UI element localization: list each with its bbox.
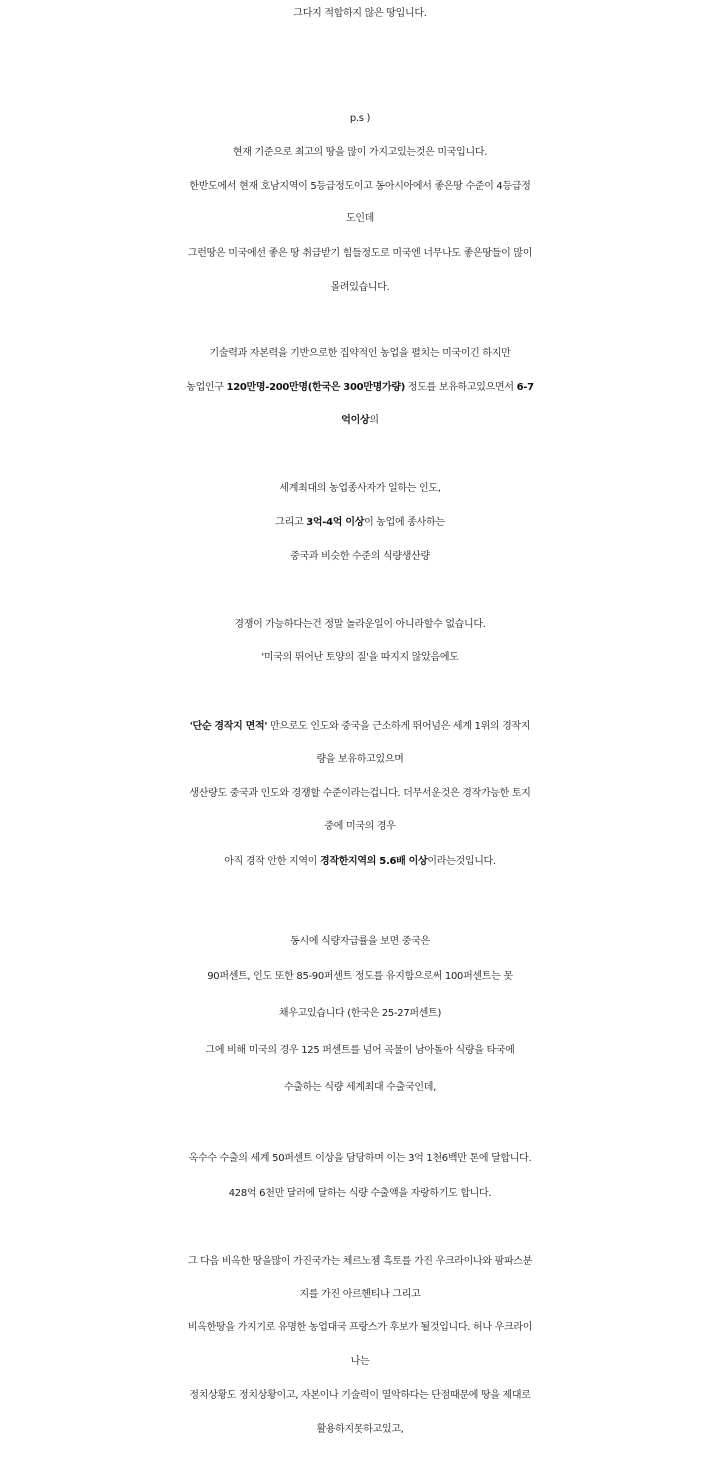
- text-line: '미국의 뛰어난 토양의 질'을 따지지 않았음에도: [261, 652, 459, 663]
- text-line: 그런땅은 미국에선 좋은 땅 취급받기 힘들정도로 미국엔 너무나도 좋은땅들이 많이: [187, 248, 533, 259]
- text-line: 한반도에서 현재 호남지역이 5등급정도이고 동아시아에서 좋은땅 수준이 4등급정: [189, 181, 531, 192]
- text-line: 비옥한땅을 가지기로 유명한 농업대국 프랑스가 후보가 될것입니다. 허나 우크라이: [187, 1322, 533, 1333]
- text-line: [0, 518, 720, 528]
- text-span: 아직 경작 안한 지역이: [224, 856, 320, 867]
- text-line: 현재 기준으로 최고의 땅을 많이 가지고있는것은 미국입니다.: [232, 147, 488, 158]
- text-line: 옥수수 수출의 세계 50퍼센트 이상을 담당하며 이는 3억 1천6백만 톤에 달합니다.: [188, 1153, 532, 1164]
- text-line: [0, 857, 720, 867]
- bold-text: 120만명-200만명(한국은 300만명가량): [226, 382, 405, 393]
- text-line: [0, 416, 720, 426]
- text-line: 동시에 식량자급률을 보면 중국은: [290, 936, 430, 947]
- text-line: 생산량도 중국과 인도와 경쟁할 수준이라는겁니다. 더무서운것은 경작가능한 토지: [189, 788, 531, 799]
- text-line: 수출하는 식량 세계최대 수출국인데,: [284, 1082, 436, 1093]
- text-line: 세계최대의 농업종사자가 일하는 인도,: [279, 483, 441, 494]
- bold-text: 3억-4억 이상: [306, 517, 365, 528]
- ps-heading: p.s ): [349, 113, 371, 124]
- bold-text: '단순 경작지 면적': [189, 721, 268, 732]
- text-line: 채우고있습니다 (한국은 25-27퍼센트): [278, 1008, 442, 1019]
- text-line: 활용하지못하고있고,: [316, 1424, 404, 1435]
- text-line: 428억 6천만 달러에 달하는 식량 수출액을 자랑하기도 합니다.: [228, 1188, 492, 1199]
- text-line: 그에 비해 미국의 경우 125 퍼센트를 넘어 곡물이 남아돌아 식량을 타국에: [205, 1045, 515, 1056]
- text-line: 나는: [350, 1356, 370, 1367]
- text-span: 만으로도 인도와 중국을 근소하게 뛰어넘은 세계 1위의 경작지: [267, 721, 531, 732]
- bold-text: 억이상: [341, 415, 370, 426]
- text-line: 중국과 비슷한 수준의 식량생산량: [290, 551, 430, 562]
- text-line: 몰려있습니다.: [330, 282, 390, 293]
- text-span: 정도를 보유하고있으면서: [405, 382, 517, 393]
- text-line: 기술력과 자본력을 기반으로한 집약적인 농업을 펼치는 미국이긴 하지만: [209, 348, 511, 359]
- text-line: 도인데: [345, 213, 375, 224]
- text-line: [0, 722, 720, 732]
- text-span: 이 농업에 종사하는: [364, 517, 445, 528]
- bold-text: 경작한지역의 5.6배 이상: [319, 856, 428, 867]
- text-line: 그 다음 비옥한 땅을많이 가진국가는 체르노젬 흑토를 가진 우크라이나와 팜파스분: [187, 1256, 533, 1267]
- text-line: 량을 보유하고있으며: [316, 754, 404, 765]
- text-line: [0, 383, 720, 393]
- text-span: 농업인구: [186, 382, 227, 393]
- text-line: 정치상황도 정치상황이고, 자본이나 기술력이 열악하다는 단점때문에 땅을 제대로: [189, 1390, 531, 1401]
- text-line: 지를 가진 아르헨티나 그리고: [299, 1289, 421, 1300]
- text-line: 90퍼센트, 인도 또한 85-90퍼센트 정도를 유지함으로써 100퍼센트는 못: [207, 971, 513, 982]
- text-line: 경쟁이 가능하다는건 정말 놀라운일이 아니라할수 없습니다.: [234, 619, 486, 630]
- text-line: 중에 미국의 경우: [324, 821, 396, 832]
- text-span: 의: [369, 415, 379, 426]
- text-line: 그다지 적합하지 않은 땅입니다.: [293, 8, 427, 19]
- text-span: 그리고: [275, 517, 307, 528]
- bold-text: 6-7: [516, 382, 534, 393]
- text-span: 이라는것입니다.: [427, 856, 496, 867]
